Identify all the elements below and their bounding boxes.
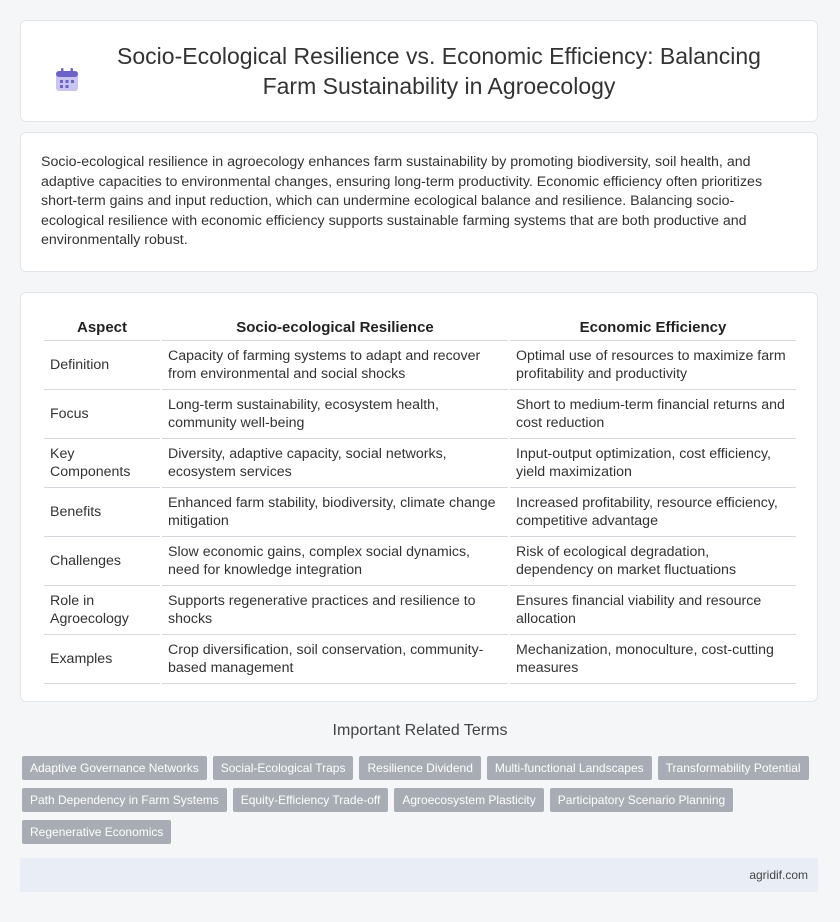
- table-row: [44, 586, 796, 635]
- footer-site-link[interactable]: agridif.com: [749, 868, 808, 882]
- row-efficiency: Short to medium-term financial returns and cost reduction: [510, 390, 796, 439]
- row-resilience: Capacity of farming systems to adapt and recover from environmental and social shocks: [162, 341, 508, 390]
- related-tag[interactable]: Regenerative Economics: [22, 820, 171, 844]
- row-resilience: Supports regenerative practices and resilience to shocks: [162, 586, 508, 635]
- row-efficiency: Risk of ecological degradation, dependency on market fluctuations: [510, 537, 796, 586]
- header-efficiency: Economic Efficiency: [510, 309, 796, 341]
- related-tag[interactable]: Multi-functional Landscapes: [487, 756, 652, 780]
- row-aspect: Role in Agroecology: [44, 586, 160, 635]
- related-tag[interactable]: Path Dependency in Farm Systems: [22, 788, 227, 812]
- row-aspect: Focus: [44, 390, 160, 439]
- row-efficiency: Increased profitability, resource efficiency, competitive advantage: [510, 488, 796, 537]
- row-resilience: Diversity, adaptive capacity, social networks, ecosystem services: [162, 439, 508, 488]
- row-aspect: Definition: [44, 341, 160, 390]
- table-row: [44, 341, 796, 390]
- row-aspect: Key Components: [44, 439, 160, 488]
- row-aspect: Benefits: [44, 488, 160, 537]
- table-row: [44, 488, 796, 537]
- page-title: Socio-Ecological Resilience vs. Economic Efficiency: Balancing Farm Sustainability in Agroecology: [117, 43, 761, 99]
- table-row: [44, 390, 796, 439]
- related-tag[interactable]: Equity-Efficiency Trade-off: [233, 788, 389, 812]
- related-tag[interactable]: Participatory Scenario Planning: [550, 788, 733, 812]
- comparison-table: [42, 309, 798, 684]
- row-efficiency: Mechanization, monoculture, cost-cutting measures: [510, 635, 796, 684]
- related-tag[interactable]: Adaptive Governance Networks: [22, 756, 207, 780]
- related-tag[interactable]: Agroecosystem Plasticity: [394, 788, 543, 812]
- row-resilience: Enhanced farm stability, biodiversity, climate change mitigation: [162, 488, 508, 537]
- related-tag[interactable]: Social-Ecological Traps: [213, 756, 354, 780]
- related-tag[interactable]: Transformability Potential: [658, 756, 809, 780]
- row-resilience: Long-term sustainability, ecosystem health, community well-being: [162, 390, 508, 439]
- row-aspect: Examples: [44, 635, 160, 684]
- row-resilience: Crop diversification, soil conservation, community-based management: [162, 635, 508, 684]
- related-terms-section: [0, 722, 840, 740]
- intro-text: Socio-ecological resilience in agroecology enhances farm sustainability by promoting biodiversity, soil health, and adaptive capacities to environmental changes, ensuring long-term productivity. Economic efficiency often prioritizes short-term gains and input reduction, which can undermine ecological balance and resilience. Balancing socio-ecological resilience with economic efficiency supports sustainable farming systems that are both productive and environmentally robust.: [41, 154, 763, 248]
- comparison-card: [20, 292, 818, 702]
- header-resilience: Socio-ecological Resilience: [162, 309, 508, 341]
- related-tags: [22, 756, 822, 846]
- table-row: [44, 537, 796, 586]
- related-terms-heading: Important Related Terms: [332, 722, 508, 739]
- title-card: [20, 20, 818, 122]
- footer: [20, 858, 818, 892]
- table-row: [44, 635, 796, 684]
- related-tag[interactable]: Resilience Dividend: [359, 756, 480, 780]
- intro-card: [20, 132, 818, 272]
- table-row: [44, 439, 796, 488]
- calendar-icon: [54, 67, 80, 93]
- row-efficiency: Optimal use of resources to maximize farm profitability and productivity: [510, 341, 796, 390]
- header-aspect: Aspect: [44, 309, 160, 341]
- row-efficiency: Input-output optimization, cost efficiency, yield maximization: [510, 439, 796, 488]
- row-resilience: Slow economic gains, complex social dynamics, need for knowledge integration: [162, 537, 508, 586]
- row-aspect: Challenges: [44, 537, 160, 586]
- row-efficiency: Ensures financial viability and resource allocation: [510, 586, 796, 635]
